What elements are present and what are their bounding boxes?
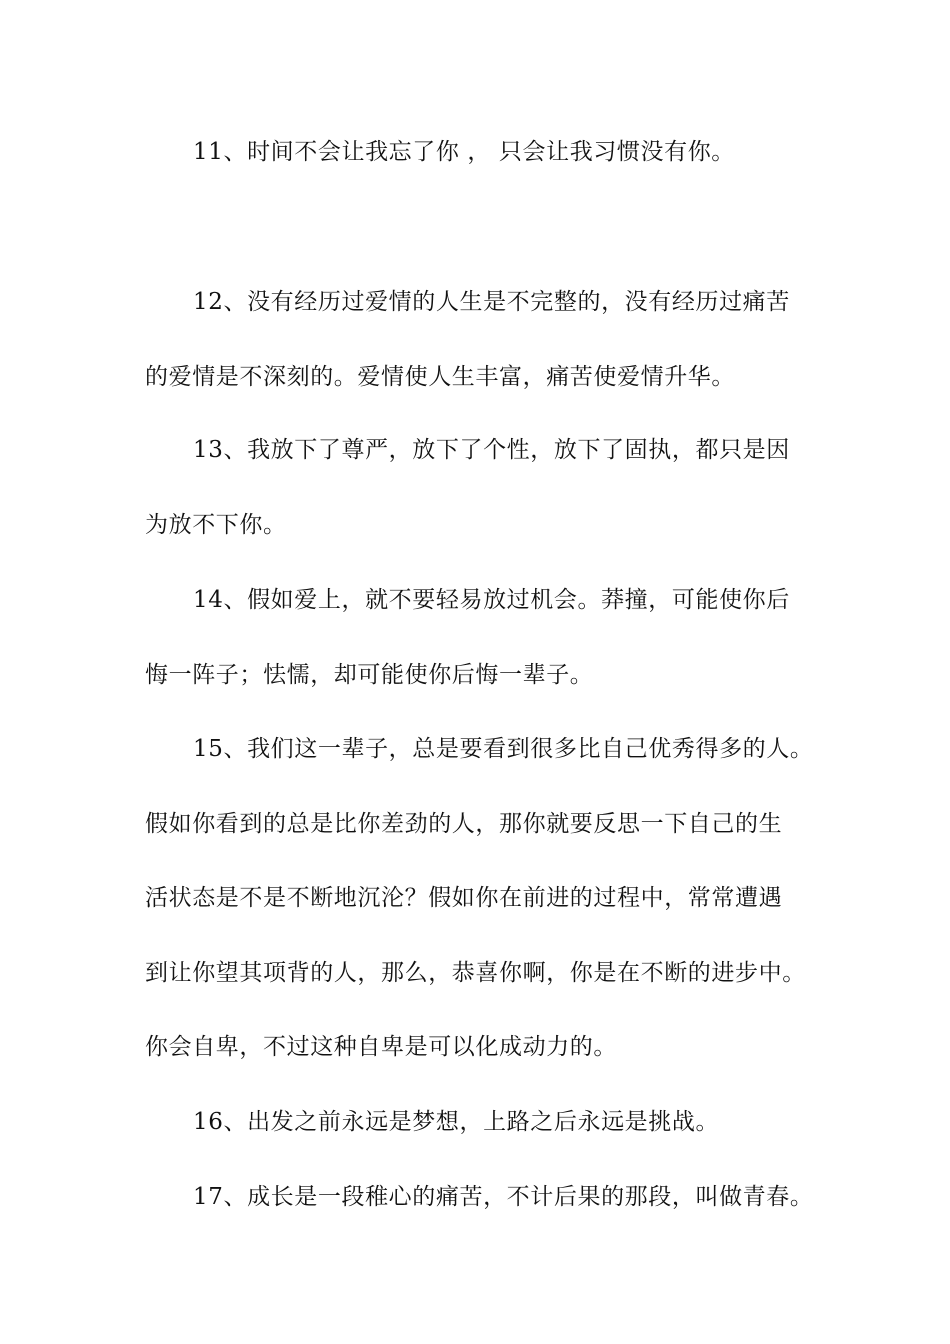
text-line: 12、没有经历过爱情的人生是不完整的，没有经历过痛苦: [193, 289, 790, 315]
text-line: 14、假如爱上，就不要轻易放过机会。莽撞，可能使你后: [193, 587, 790, 613]
text-line: 假如你看到的总是比你差劲的人，那你就要反思一下自己的生: [145, 811, 783, 837]
text-line: 11、时间不会让我忘了你 ， 只会让我习惯没有你。: [193, 139, 735, 165]
text-line: 16、出发之前永远是梦想，上路之后永远是挑战。: [193, 1109, 720, 1135]
text-line: 15、我们这一辈子，总是要看到很多比自己优秀得多的人。: [193, 736, 814, 762]
text-line: 17、成长是一段稚心的痛苦，不计后果的那段，叫做青春。: [193, 1184, 814, 1210]
text-line: 为放不下你。: [145, 512, 287, 538]
text-line: 到让你望其项背的人，那么，恭喜你啊，你是在不断的进步中。: [145, 960, 806, 986]
text-line: 的爱情是不深刻的。爱情使人生丰富，痛苦使爱情升华。: [145, 364, 735, 390]
text-line: 13、我放下了尊严，放下了个性，放下了固执，都只是因: [193, 437, 790, 463]
text-line: 悔一阵子；怯懦，却可能使你后悔一辈子。: [145, 662, 594, 688]
text-line: 活状态是不是不断地沉沦？假如你在前进的过程中，常常遭遇: [145, 885, 783, 911]
text-line: 你会自卑，不过这种自卑是可以化成动力的。: [145, 1034, 617, 1060]
